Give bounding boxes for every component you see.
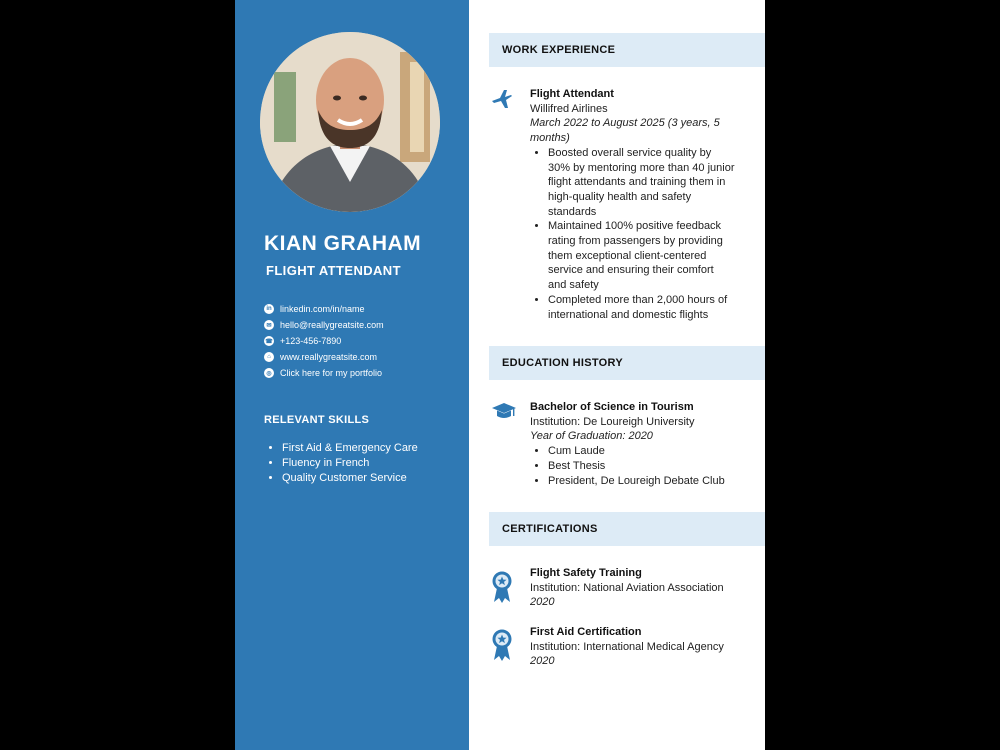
skill-item: • First Aid & Emergency Care — [282, 441, 418, 456]
education-entry — [530, 400, 735, 488]
contact-text[interactable]: linkedin.com/in/name — [280, 304, 365, 314]
section-title: WORK EXPERIENCE — [502, 44, 616, 56]
institution: Institution: National Aviation Association — [530, 581, 724, 594]
resume-page — [235, 0, 765, 750]
sidebar — [235, 0, 469, 750]
certification-year: 2020 — [530, 596, 555, 609]
profile-photo — [260, 32, 440, 212]
contact-portfolio[interactable] — [264, 365, 384, 381]
skill-item: • Fluency in French — [282, 456, 418, 471]
work-experience-header — [489, 33, 765, 67]
contact-linkedin[interactable] — [264, 301, 384, 317]
certification-entry — [530, 566, 735, 610]
certification-year: 2020 — [530, 655, 555, 668]
contact-list — [264, 301, 384, 381]
list-item: • President, De Loureigh Debate Club — [548, 474, 735, 489]
globe-icon: ◎ — [264, 368, 274, 378]
graduation-cap-icon — [491, 401, 517, 421]
graduation-year: Year of Graduation: 2020 — [530, 430, 653, 443]
contact-text[interactable]: hello@reallygreatsite.com — [280, 320, 384, 330]
section-title: CERTIFICATIONS — [502, 523, 598, 535]
employment-dates: March 2022 to August 2025 (3 years, 5 months) — [530, 117, 720, 145]
list-item: • Cum Laude — [548, 444, 735, 459]
institution: Institution: De Loureigh University — [530, 415, 695, 428]
job-title: Flight Attendant — [530, 88, 614, 100]
certifications-header — [489, 512, 765, 546]
contact-text[interactable]: +123-456-7890 — [280, 336, 342, 346]
contact-email[interactable] — [264, 317, 384, 333]
skills-list — [264, 441, 418, 486]
linkedin-icon: in — [264, 304, 274, 314]
list-item: • Boosted overall service quality by 30% by mentoring more than 40 junior flight attendants and training them in high-quality health and safety standards — [548, 146, 735, 220]
degree: Bachelor of Science in Tourism — [530, 401, 694, 413]
certification-title: Flight Safety Training — [530, 567, 642, 579]
certification-entry — [530, 625, 735, 669]
list-item: • Maintained 100% positive feedback rating from passengers by providing them exceptional client-centered service and ensuring their comfort and safety — [548, 219, 735, 293]
candidate-name: KIAN GRAHAM — [264, 232, 422, 255]
candidate-role: FLIGHT ATTENDANT — [266, 263, 401, 278]
contact-phone[interactable] — [264, 333, 384, 349]
phone-icon: ☎ — [264, 336, 274, 346]
section-title: EDUCATION HISTORY — [502, 357, 624, 369]
contact-text[interactable]: www.reallygreatsite.com — [280, 352, 378, 362]
certification-title: First Aid Certification — [530, 626, 642, 638]
list-item: • Best Thesis — [548, 459, 735, 474]
contact-text[interactable]: Click here for my portfolio — [280, 368, 383, 378]
education-header — [489, 346, 765, 380]
institution: Institution: International Medical Agency — [530, 640, 724, 653]
home-icon: ⌂ — [264, 352, 274, 362]
work-bullets — [530, 146, 735, 322]
contact-website[interactable] — [264, 349, 384, 365]
email-icon: ✉ — [264, 320, 274, 330]
company: Willifred Airlines — [530, 102, 608, 115]
award-ribbon-icon — [492, 570, 512, 604]
airplane-icon — [490, 87, 514, 111]
skill-item: • Quality Customer Service — [282, 471, 418, 486]
work-entry — [530, 87, 735, 322]
list-item: • Completed more than 2,000 hours of international and domestic flights — [548, 293, 735, 322]
award-ribbon-icon — [492, 628, 512, 662]
skills-heading: RELEVANT SKILLS — [264, 414, 370, 426]
education-bullets — [530, 444, 735, 488]
